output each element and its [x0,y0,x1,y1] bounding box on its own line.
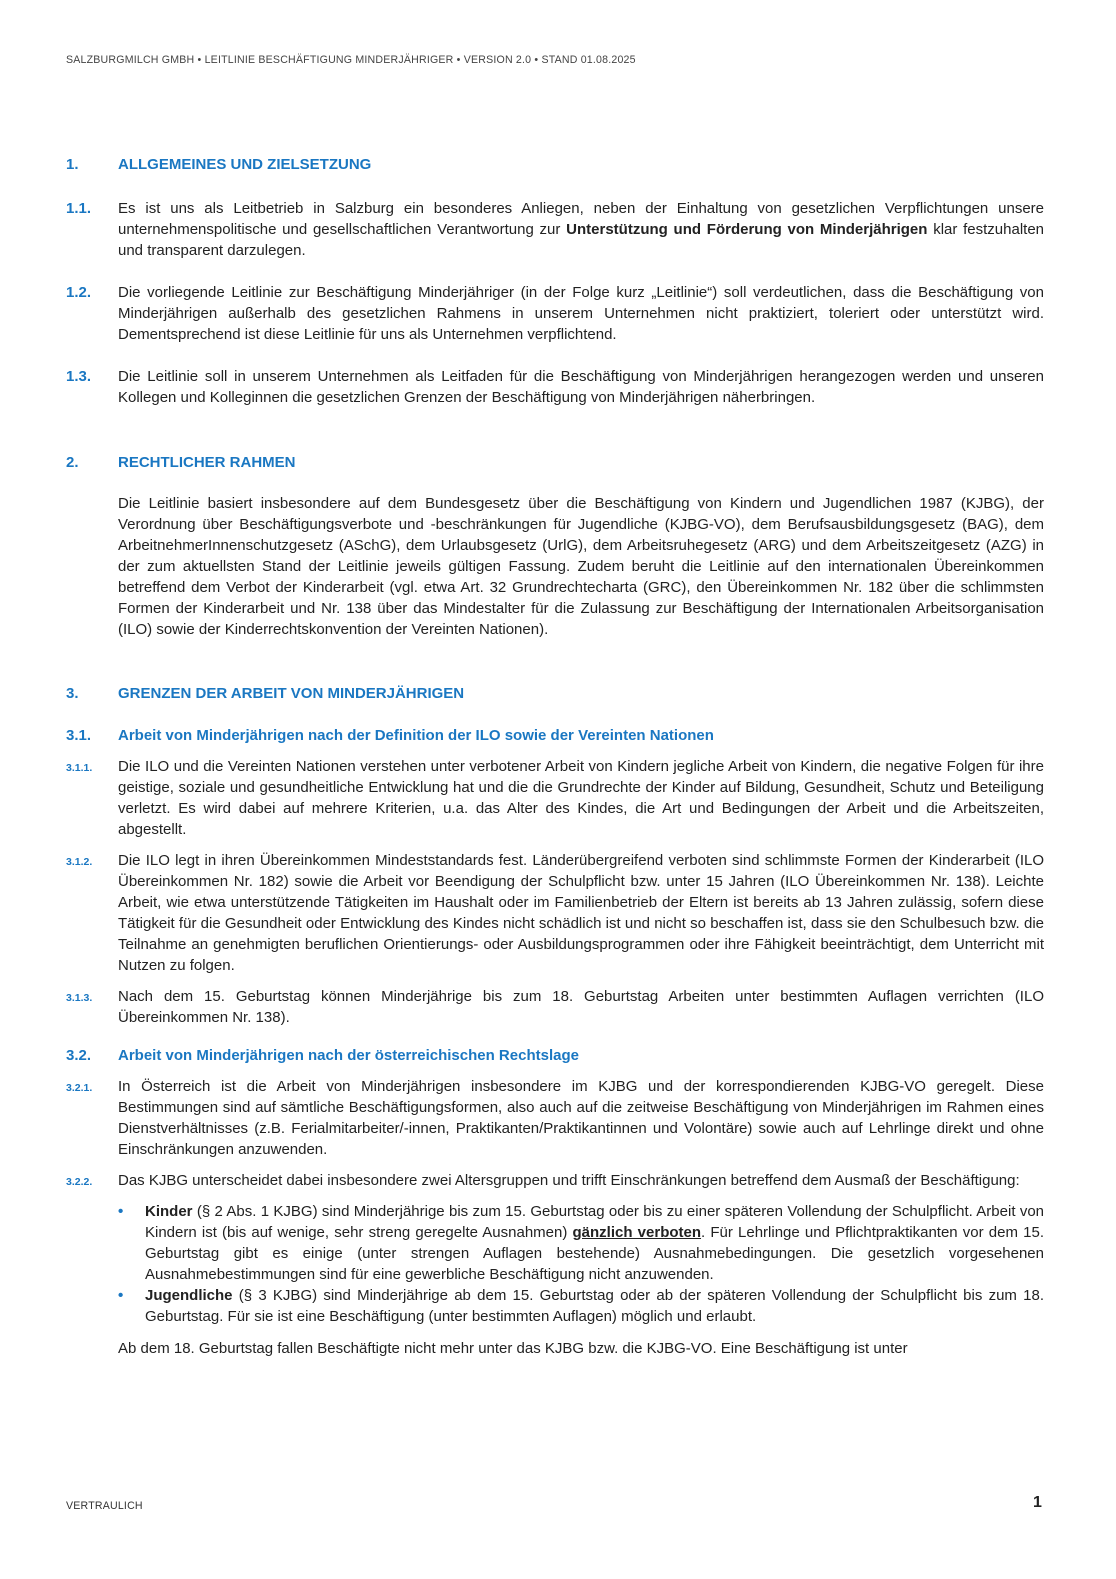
paragraph-1-2 [66,282,1044,345]
paragraph-number: 3.1.2. [66,856,93,868]
document-header: SALZBURGMILCH GMBH • LEITLINIE BESCHÄFTIGUNG MINDERJÄHRIGER • VERSION 2.0 • STAND 01.08.2025 [66,54,636,66]
paragraph-1-3 [66,366,1044,408]
paragraph-text: Es ist uns als Leitbetrieb in Salzburg ein besonderes Anliegen, neben der Einhaltung von gesetzlichen Verpflichtungen unsere unternehmenspolitische und gesellschaftlichen Verantwortung zur Unterstützung und Förderung von Minderjährigen klar festzuhalten und transparent darzulegen. [118,200,1044,259]
bullet-list [118,1201,1044,1327]
subsection-number: 3.2. [66,1047,92,1064]
paragraph-text: Nach dem 15. Geburtstag können Minderjährige bis zum 18. Geburtstag Arbeiten unter bestimmten Auflagen verrichten (ILO Übereinkommen Nr. 138). [118,988,1044,1026]
section-number: 1. [66,156,79,173]
subsection-heading-3-1 [66,726,1044,746]
list-item: • Kinder (§ 2 Abs. 1 KJBG) sind Minderjährige bis zum 15. Geburtstag oder bis zu einer späteren Vollendung der Schulpflicht. Arbeit von Kindern ist (bis auf wenige, sehr streng geregelte Ausnahmen) gänzlich verboten. Für Lehrlinge und Pflichtpraktikanten vor dem 15. Geburtstag gibt es einige (unter strengen Auflagen bestehende) Ausnahmebedingungen. Die gesetzlich vorgesehenen Ausnahmebestimmungen sind für eine gewerbliche Beschäftigung nicht anzuwenden. [118,1203,1044,1283]
section-title: RECHTLICHER RAHMEN [118,454,296,471]
document-body [66,155,1044,1359]
paragraph-text: In Österreich ist die Arbeit von Minderjährigen insbesondere im KJBG und der korrespondierenden KJBG-VO geregelt. Diese Bestimmungen sind auf sämtliche Beschäftigungsformen, also auch auf die zeitweise Beschäftigung von Minderjährigen im Rahmen eines Dienstverhältnisses (z.B. Ferialmitarbeiter/-innen, Praktikanten/Praktikantinnen und Volontäre) sowie auch auf Lehrlinge direkt und ohne Einschränkungen anzuwenden. [118,1078,1044,1158]
section-heading-3 [66,684,1044,704]
section-number: 3. [66,685,79,702]
paragraph-2 [66,493,1044,640]
section-title: GRENZEN DER ARBEIT VON MINDERJÄHRIGEN [118,685,465,702]
term-jugendliche: Jugendliche [145,1287,233,1304]
paragraph-text: Das KJBG unterscheidet dabei insbesondere zwei Altersgruppen und trifft Einschränkungen betreffend dem Ausmaß der Beschäftigung: [118,1172,1020,1189]
paragraph-text: Die Leitlinie basiert insbesondere auf dem Bundesgesetz über die Beschäftigung von Kindern und Jugendlichen 1987 (KJBG), der Verordnung über Beschäftigungsverbote und -beschränkungen für Jugendliche (KJBG-VO), dem Berufsausbildungsgesetz (BAG), dem ArbeitnehmerInnenschutzgesetz (ASchG), dem Urlaubsgesetz (UrlG), dem Arbeitsruhegesetz (ARG) und dem Arbeitszeitgesetz (AZG) in der zum aktuellsten Stand der Leitlinie jeweils gültigen Fassung. Zudem beruht die Leitlinie auf den internationalen Übereinkommen betreffend dem Verbot der Kinderarbeit (vgl. etwa Art. 32 Grundrechtecharta (GRC), den Übereinkommen Nr. 182 über die schlimmsten Formen der Kinderarbeit und Nr. 138 über das Mindestalter für die Zulassung zur Beschäftigung der Internationalen Arbeitsorganisation (ILO) sowie der Kinderrechtskonvention der Vereinten Nationen). [118,495,1044,638]
paragraph-3-1-2 [66,850,1044,976]
emphasis-text: Unterstützung und Förderung von Minderjährigen [566,221,928,238]
paragraph-number: 3.1.1. [66,762,93,774]
paragraph-number: 3.1.3. [66,992,93,1004]
section-title: ALLGEMEINES UND ZIELSETZUNG [118,156,372,173]
page-number: 1 [1033,1494,1042,1511]
section-heading-2 [66,453,1044,473]
paragraph-number: 3.2.1. [66,1082,93,1094]
paragraph-3-1-1 [66,756,1044,840]
bullet-icon: • [118,1203,124,1220]
bullet-icon: • [118,1287,124,1304]
subsection-title: Arbeit von Minderjährigen nach der Definition der ILO sowie der Vereinten Nationen [118,727,714,744]
paragraph-3-1-3 [66,986,1044,1028]
paragraph-number: 3.2.2. [66,1176,93,1188]
list-item: • Jugendliche (§ 3 KJBG) sind Minderjährige ab dem 15. Geburtstag oder ab der späteren Vollendung der Schulpflicht bis zum 18. Geburtstag. Für sie ist eine Beschäftigung (unter bestimmten Auflagen) möglich und erlaubt. [118,1287,1044,1325]
section-heading-1 [66,155,1044,175]
paragraph-3-2-2 [66,1170,1044,1191]
paragraph-text: Ab dem 18. Geburtstag fallen Beschäftigte nicht mehr unter das KJBG bzw. die KJBG-VO. Eine Beschäftigung ist unter [118,1340,908,1357]
paragraph-number: 1.3. [66,368,92,385]
paragraph-1-1 [66,198,1044,261]
underlined-emphasis: gänzlich verboten [572,1224,702,1241]
paragraph-text: Die ILO und die Vereinten Nationen verstehen unter verbotener Arbeit von Kindern jegliche Arbeit von Kindern, die negative Folgen für ihre geistige, soziale und gesundheitliche Entwicklung hat und die die Grundrechte der Kinder auf Bildung, Gesundheit, Schutz und Beteiligung verletzt. Es wird dabei auf mehrere Kriterien, u.a. das Alter des Kindes, die Art und Bedingungen der Arbeit und die Arbeitszeiten, abgestellt. [118,758,1044,838]
subsection-title: Arbeit von Minderjährigen nach der österreichischen Rechtslage [118,1047,579,1064]
term-kinder: Kinder [145,1203,193,1220]
paragraph-number: 1.1. [66,200,92,217]
paragraph-tail [66,1338,1044,1359]
paragraph-text: Die ILO legt in ihren Übereinkommen Mindeststandards fest. Länderübergreifend verboten sind schlimmste Formen der Kinderarbeit (ILO Übereinkommen Nr. 182) sowie die Arbeit vor Beendigung der Schulpflicht bzw. unter 15 Jahren (ILO Übereinkommen Nr. 138). Leichte Arbeit, wie etwa unterstützende Tätigkeiten im Haushalt oder im Familienbetrieb der Eltern ist bereits ab 13 Jahren zulässig, sofern diese Tätigkeit für die Gesundheit oder Entwicklung des Kindes nicht schädlich ist und nicht so beschaffen ist, dass sie den Schulbesuch bzw. die Teilnahme an genehmigten beruflichen Orientierungs- oder Ausbildungsprogrammen oder ihre Fähigkeit beeinträchtigt, dem Unterricht mit Nutzen zu folgen. [118,852,1044,974]
subsection-heading-3-2 [66,1046,1044,1066]
paragraph-3-2-1 [66,1076,1044,1160]
section-number: 2. [66,454,79,471]
paragraph-text: Die Leitlinie soll in unserem Unternehmen als Leitfaden für die Beschäftigung von Minderjährigen herangezogen werden und unseren Kollegen und Kolleginnen die gesetzlichen Grenzen der Beschäftigung von Minderjährigen näherbringen. [118,368,1044,406]
subsection-number: 3.1. [66,727,92,744]
confidential-label: VERTRAULICH [66,1500,143,1512]
paragraph-text: Die vorliegende Leitlinie zur Beschäftigung Minderjähriger (in der Folge kurz „Leitlinie“) soll verdeutlichen, dass die Beschäftigung von Minderjährigen außerhalb des gesetzlichen Rahmens in unserem Unternehmen nicht praktiziert, toleriert oder unterstützt wird. Dementsprechend ist diese Leitlinie für uns als Unternehmen verpflichtend. [118,284,1044,343]
paragraph-number: 1.2. [66,284,92,301]
